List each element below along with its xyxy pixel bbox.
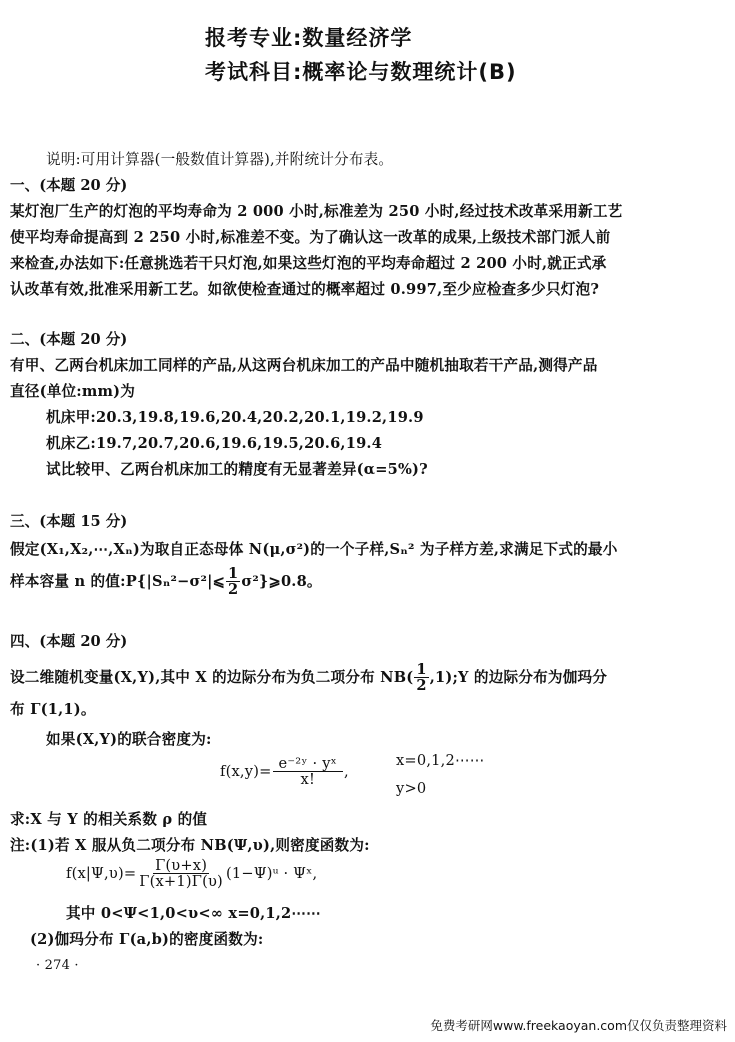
q4-note-2: (2)伽玛分布 Γ(a,b)的密度函数为: bbox=[30, 931, 264, 948]
q1-line-2: 使平均寿命提高到 2 250 小时,标准差不变。为了确认这一改革的成果,上级技术部门派人前 bbox=[10, 229, 611, 246]
condition-x: x=0,1,2⋯⋯ bbox=[396, 752, 485, 769]
joint-density-formula bbox=[220, 756, 349, 788]
nb-formula-numerator: Γ(υ+x) bbox=[155, 857, 208, 874]
q4-frac-numerator: 1 bbox=[416, 661, 427, 678]
nb-formula-rhs: (1−Ψ)ᵘ · Ψˣ, bbox=[225, 864, 318, 882]
q4-note-1: 注:(1)若 X 服从负二项分布 NB(Ψ,υ),则密度函数为: bbox=[10, 837, 370, 854]
q3-frac-numerator: 1 bbox=[228, 565, 239, 582]
q4-title: 四、(本题 20 分) bbox=[10, 633, 128, 650]
q4-fraction bbox=[414, 662, 428, 694]
q2-machine-b: 机床乙:19.7,20.7,20.6,19.6,19.5,20.6,19.4 bbox=[46, 435, 383, 452]
q1-line-1: 某灯泡厂生产的灯泡的平均寿命为 2 000 小时,标准差为 250 小时,经过技术改革采用新工艺 bbox=[10, 203, 623, 220]
nb-formula-denominator: Γ(x+1)Γ(υ) bbox=[139, 873, 223, 891]
q4-frac-denominator: 2 bbox=[416, 677, 427, 695]
formula-lhs: f(x,y)= bbox=[220, 762, 272, 780]
q3-frac-denominator: 2 bbox=[228, 581, 239, 599]
formula-numerator: e⁻²ʸ · yˣ bbox=[273, 756, 344, 772]
q4-line-3: 如果(X,Y)的联合密度为: bbox=[46, 731, 212, 748]
q3-line-1: 假定(X₁,X₂,⋯,Xₙ)为取自正态母体 N(μ,σ²)的一个子样,Sₙ² 为子样方差,求满足下式的最小 bbox=[10, 541, 618, 558]
q2-title: 二、(本题 20 分) bbox=[10, 331, 128, 348]
q4-ask: 求:X 与 Y 的相关系数 ρ 的值 bbox=[10, 811, 208, 828]
header-subject: 考试科目:概率论与数理统计(B) bbox=[205, 60, 517, 84]
q3-line-2-pre: 样本容量 n 的值:P{|Sₙ²−σ²|⩽ bbox=[10, 572, 226, 590]
q2-line-2: 直径(单位:mm)为 bbox=[10, 383, 136, 400]
q3-fraction bbox=[226, 566, 240, 598]
page-number: · 274 · bbox=[36, 958, 79, 973]
q3-line-2-post: σ²}⩾0.8。 bbox=[241, 572, 322, 590]
q4-line-2: 布 Γ(1,1)。 bbox=[10, 701, 96, 718]
formula-fraction bbox=[273, 756, 344, 788]
q1-line-3: 来检查,办法如下:任意挑选若干只灯泡,如果这些灯泡的平均寿命超过 2 200 小时,就正式承 bbox=[10, 255, 607, 272]
q4-line-1-post: ,1);Y 的边际分布为伽玛分 bbox=[429, 668, 608, 686]
nb-formula-lhs: f(x|Ψ,υ)= bbox=[66, 864, 137, 882]
q2-machine-a: 机床甲:20.3,19.8,19.6,20.4,20.2,20.1,19.2,19.9 bbox=[46, 409, 424, 426]
q4-line-1-pre: 设二维随机变量(X,Y),其中 X 的边际分布为负二项分布 NB( bbox=[10, 668, 414, 686]
formula-denominator: x! bbox=[300, 771, 316, 789]
instructions-note: 说明:可用计算器(一般数值计算器),并附统计分布表。 bbox=[46, 151, 394, 168]
q1-title: 一、(本题 20 分) bbox=[10, 177, 128, 194]
condition-y: y>0 bbox=[396, 780, 427, 797]
q4-line-1 bbox=[10, 662, 607, 694]
header-major: 报考专业:数量经济学 bbox=[205, 26, 413, 50]
nb-density-formula bbox=[66, 858, 317, 890]
q3-line-2 bbox=[10, 566, 322, 598]
nb-conditions: 其中 0<Ψ<1,0<υ<∞ x=0,1,2⋯⋯ bbox=[66, 905, 321, 922]
footer-watermark: 免费考研网www.freekaoyan.com仅仅负责整理资料 bbox=[430, 1018, 727, 1033]
q1-line-4: 认改革有效,批准采用新工艺。如欲使检查通过的概率超过 0.997,至少应检查多少只灯泡? bbox=[10, 281, 600, 298]
nb-formula-fraction bbox=[137, 858, 225, 890]
formula-comma: , bbox=[344, 762, 349, 780]
q2-line-1: 有甲、乙两台机床加工同样的产品,从这两台机床加工的产品中随机抽取若干产品,测得产品 bbox=[10, 357, 598, 374]
q2-question: 试比较甲、乙两台机床加工的精度有无显著差异(α=5%)? bbox=[46, 461, 428, 478]
q3-title: 三、(本题 15 分) bbox=[10, 513, 128, 530]
